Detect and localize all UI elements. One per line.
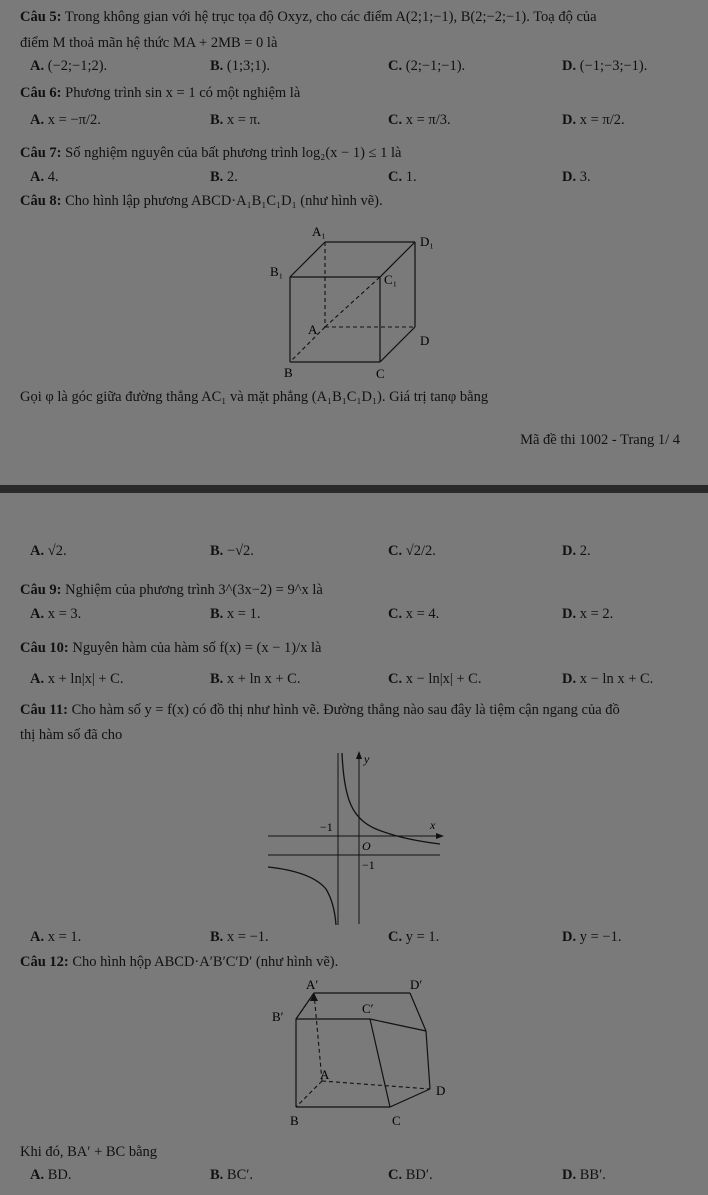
- question-text: Cho hàm số y = f(x) có đồ thị như hình vẽ. Đường thẳng nào sau đây là tiệm cận ngang của đồ: [71, 702, 620, 718]
- option-c[interactable]: C. √2/2.: [388, 543, 436, 559]
- label-d: D: [436, 1083, 446, 1098]
- question-text: Số nghiệm nguyên của bất phương trình log₂(x − 1) ≤ 1 là: [65, 145, 402, 161]
- question-label: Câu 8:: [20, 193, 62, 209]
- question-12-prompt: [20, 1143, 698, 1162]
- question-5-line2: [20, 34, 698, 53]
- question-10-options: [30, 671, 700, 691]
- edge-dp-dp2: [410, 993, 426, 1031]
- question-label: Câu 11:: [20, 702, 68, 718]
- label-b: B: [290, 1113, 299, 1128]
- option-a[interactable]: A. x = −π/2.: [30, 112, 101, 128]
- question-text: Nghiệm của phương trình 3^(3x−2) = 9^x là: [65, 582, 323, 598]
- y-tick-minus-1: −1: [362, 858, 375, 872]
- option-a[interactable]: A. x = 3.: [30, 606, 82, 622]
- question-12-options: [30, 1167, 700, 1187]
- box-figure: [250, 979, 460, 1139]
- question-7: [20, 144, 698, 163]
- edge-cp-c: [370, 1019, 390, 1107]
- option-b[interactable]: B. x + ln x + C.: [210, 671, 301, 687]
- question-label: Câu 12:: [20, 954, 69, 970]
- question-text: Phương trình sin x = 1 có một nghiệm là: [65, 85, 301, 101]
- exam-page-2: [0, 493, 708, 1195]
- edge-a-d: [322, 1081, 430, 1089]
- question-text: Khi đó, BA′ + BC bằng: [20, 1144, 158, 1160]
- question-label: Câu 5:: [20, 9, 62, 25]
- question-label: Câu 7:: [20, 145, 62, 161]
- option-d[interactable]: D. y = −1.: [562, 929, 622, 945]
- label-a: A: [308, 322, 318, 337]
- question-10: [20, 639, 698, 658]
- x-tick-minus-1: −1: [320, 820, 333, 834]
- label-b1: B₁: [270, 264, 284, 279]
- question-text: Cho hình lập phương ABCD·A₁B₁C₁D₁ (như hình vẽ).: [65, 193, 383, 209]
- edge-c-d: [390, 1089, 430, 1107]
- option-a[interactable]: A. (−2;−1;2).: [30, 58, 108, 74]
- label-cp: C′: [362, 1001, 374, 1016]
- y-axis-arrow: [356, 751, 362, 759]
- curve-left-branch: [268, 867, 336, 925]
- option-a[interactable]: A. √2.: [30, 543, 67, 559]
- label-b: B: [284, 365, 293, 380]
- option-b[interactable]: B. (1;3;1).: [210, 58, 271, 74]
- label-a: A: [320, 1067, 330, 1082]
- question-11: [20, 701, 698, 720]
- question-label: Câu 10:: [20, 640, 69, 656]
- option-b[interactable]: B. 2.: [210, 169, 238, 185]
- question-text: thị hàm số đã cho: [20, 727, 123, 743]
- option-d[interactable]: D. (−1;−3;−1).: [562, 58, 648, 74]
- label-a1: A₁: [312, 224, 326, 239]
- question-text: Cho hình hộp ABCD·A′B′C′D′ (như hình vẽ).: [72, 954, 339, 970]
- diagonal-a-c1: [325, 277, 380, 327]
- option-d[interactable]: D. BB′.: [562, 1167, 606, 1183]
- label-d: D: [420, 333, 430, 348]
- option-d[interactable]: D. x = 2.: [562, 606, 614, 622]
- question-11-line2: [20, 726, 698, 745]
- option-c[interactable]: C. 1.: [388, 169, 417, 185]
- question-7-options: [30, 169, 700, 189]
- option-b[interactable]: B. BC′.: [210, 1167, 254, 1183]
- edge-a-b: [296, 1081, 322, 1107]
- label-c1: C₁: [384, 272, 398, 287]
- option-d[interactable]: D. x − ln x + C.: [562, 671, 654, 687]
- question-11-options: [30, 929, 700, 949]
- question-8-prompt: [20, 388, 698, 407]
- question-text: Gọi φ là góc giữa đường thẳng AC₁ và mặt phẳng (A₁B₁C₁D₁). Giá trị tanφ bằng: [20, 389, 489, 405]
- option-a[interactable]: A. x = 1.: [30, 929, 82, 945]
- edge-c-d: [380, 327, 415, 362]
- curve-right-branch: [342, 753, 440, 844]
- edge-b1-a1: [290, 242, 325, 277]
- exam-page-1: [0, 0, 708, 485]
- question-9: [20, 581, 698, 600]
- option-d[interactable]: D. 3.: [562, 169, 591, 185]
- label-dp: D′: [410, 979, 423, 992]
- option-a[interactable]: A. 4.: [30, 169, 59, 185]
- option-b[interactable]: B. x = 1.: [210, 606, 261, 622]
- question-text: Trong không gian với hệ trục tọa độ Oxyz, cho các điểm A(2;1;−1), B(2;−2;−1). Toạ độ của: [64, 9, 597, 25]
- question-5-options: [30, 58, 700, 78]
- question-text: điểm M thoả mãn hệ thức MA + 2MB = 0 là: [20, 35, 278, 51]
- question-5: [20, 8, 698, 27]
- question-label: Câu 9:: [20, 582, 62, 598]
- option-c[interactable]: C. x = 4.: [388, 606, 440, 622]
- question-text: Nguyên hàm của hàm số f(x) = (x − 1)/x là: [72, 640, 322, 656]
- origin-label: O: [362, 839, 371, 853]
- option-c[interactable]: C. x − ln|x| + C.: [388, 671, 482, 687]
- label-c: C: [376, 366, 385, 381]
- label-ap: A′: [306, 979, 319, 992]
- x-label: x: [430, 818, 436, 832]
- option-b[interactable]: B. x = π.: [210, 112, 261, 128]
- option-b[interactable]: B. x = −1.: [210, 929, 269, 945]
- edge-d-vertical: [426, 1031, 430, 1089]
- function-graph: [266, 749, 446, 929]
- question-label: Câu 6:: [20, 85, 62, 101]
- option-c[interactable]: C. x = π/3.: [388, 112, 451, 128]
- question-8: [20, 192, 698, 211]
- y-label: y: [364, 752, 370, 766]
- option-a[interactable]: A. x + ln|x| + C.: [30, 671, 124, 687]
- question-8-options: [30, 543, 700, 563]
- option-b[interactable]: B. −√2.: [210, 543, 254, 559]
- label-d1: D₁: [420, 234, 434, 249]
- page-separator: [0, 485, 708, 493]
- option-c[interactable]: C. BD′.: [388, 1167, 433, 1183]
- option-c[interactable]: C. (2;−1;−1).: [388, 58, 466, 74]
- question-12: [20, 953, 698, 972]
- question-6: [20, 84, 698, 103]
- option-c[interactable]: C. y = 1.: [388, 929, 440, 945]
- option-d[interactable]: D. 2.: [562, 543, 591, 559]
- page-footer: Mã đề thi 1002 - Trang 1/ 4: [520, 432, 680, 448]
- question-9-options: [30, 606, 700, 626]
- option-a[interactable]: A. BD.: [30, 1167, 72, 1183]
- question-6-options: [30, 112, 700, 132]
- label-c: C: [392, 1113, 401, 1128]
- option-d[interactable]: D. x = π/2.: [562, 112, 625, 128]
- label-bp: B′: [272, 1009, 284, 1024]
- x-axis-arrow: [436, 833, 444, 839]
- cube-figure: [250, 222, 450, 382]
